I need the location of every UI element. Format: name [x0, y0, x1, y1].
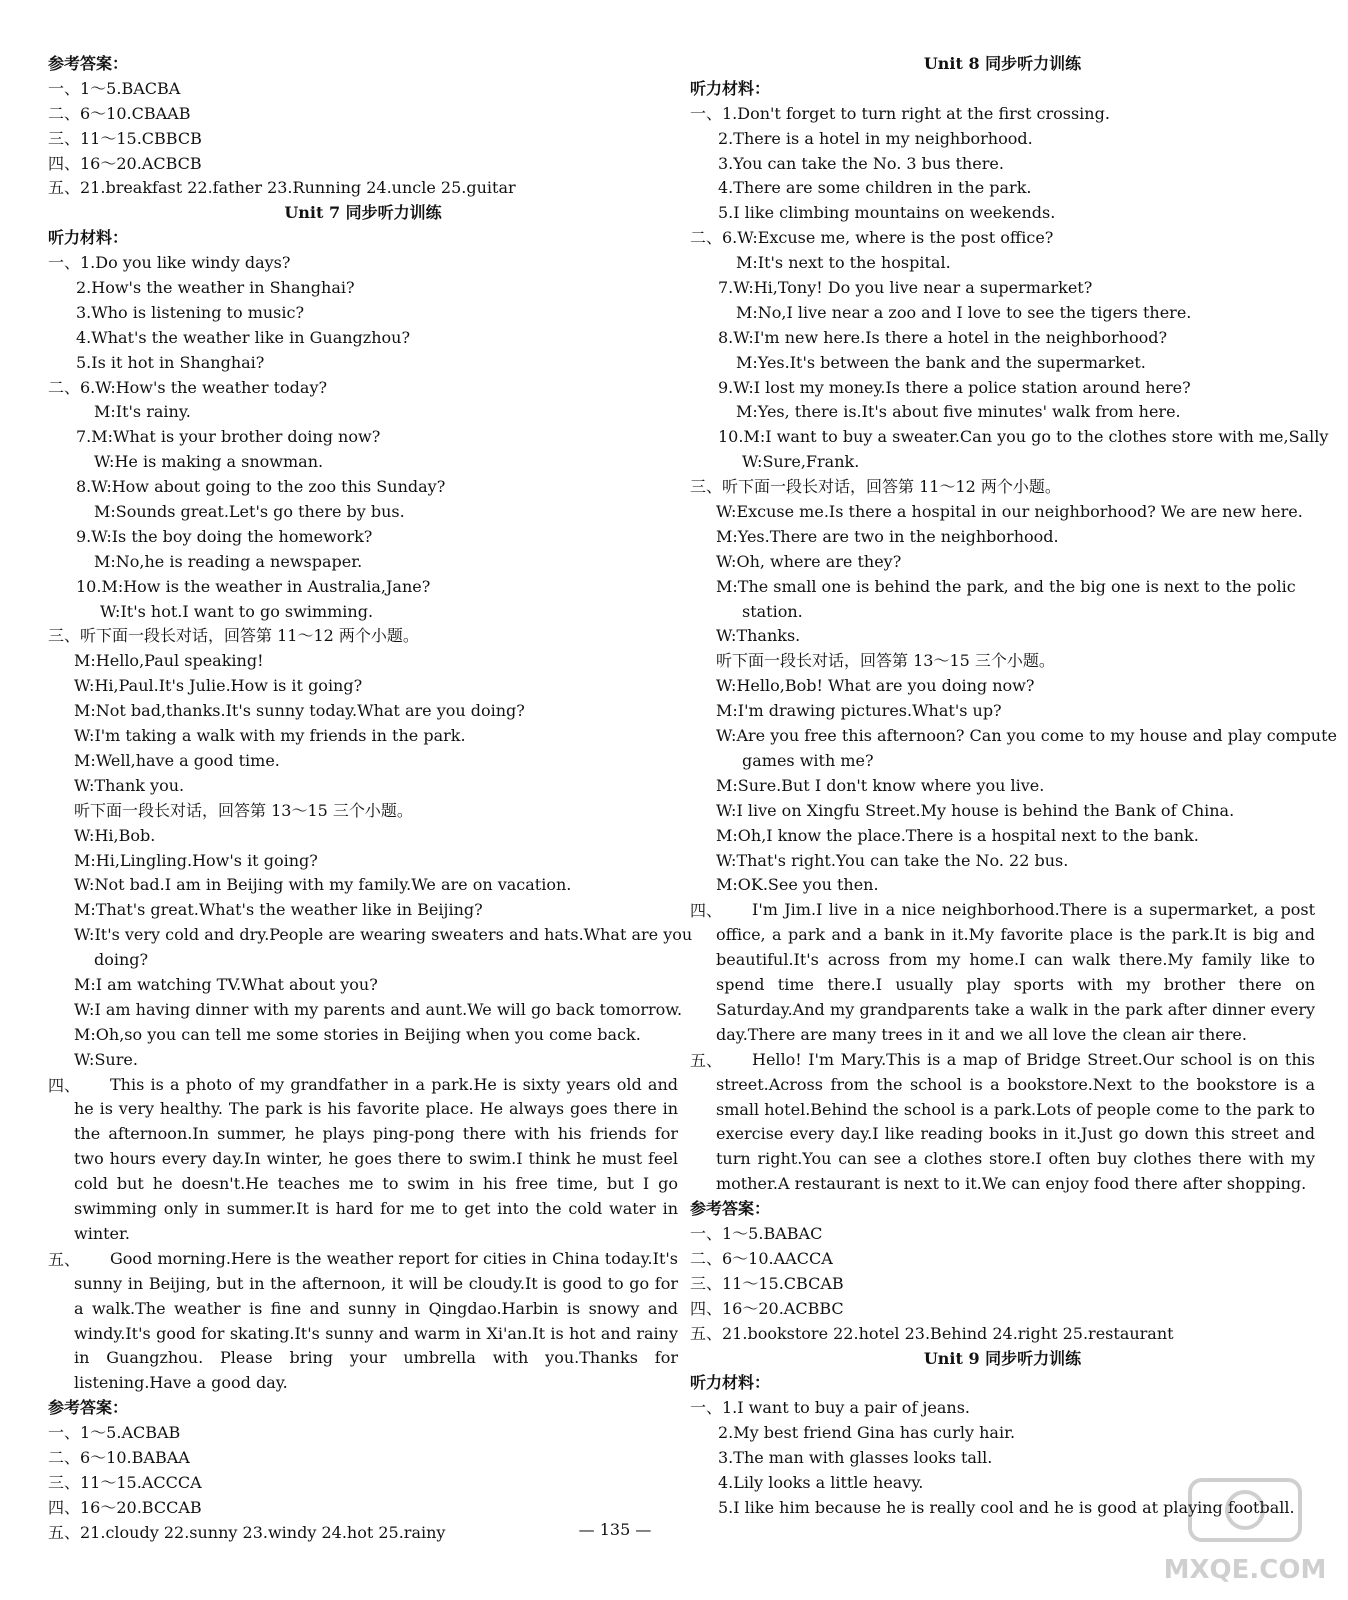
text-line: 3.Who is listening to music? — [76, 302, 305, 322]
answer-line: 五、21.bookstore 22.hotel 23.Behind 24.right 25.restaurant — [690, 1323, 1174, 1343]
answer-line: 一、1～5.ACBAB — [48, 1423, 181, 1443]
text-line: 2.How's the weather in Shanghai? — [76, 278, 355, 298]
text-line: M:It's rainy. — [94, 402, 191, 422]
text-line: M:Yes.It's between the bank and the supermarket. — [736, 352, 1146, 372]
text-line: M:No,I live near a zoo and I love to see the tigers there. — [736, 302, 1192, 322]
answer-line: 五、21.cloudy 22.sunny 23.windy 24.hot 25.rainy — [48, 1522, 446, 1542]
text-line: 三、听下面一段长对话，回答第 11～12 两个小题。 — [48, 626, 419, 646]
text-line: M:Hi,Lingling.How's it going? — [74, 850, 318, 870]
text-line: games with me? — [742, 750, 874, 770]
right-answers — [690, 1222, 1315, 1346]
para-label: 四、 — [690, 901, 723, 921]
text-line: 9.W:Is the boy doing the homework? — [76, 526, 373, 546]
text-line: M:Not bad,thanks.It's sunny today.What are you doing? — [74, 701, 525, 721]
page-number: — 135 — — [578, 1520, 652, 1539]
text-line: 10.M:How is the weather in Australia,Jane? — [76, 576, 431, 596]
text-line: W:It's hot.I want to go swimming. — [100, 601, 374, 621]
para-text: Good morning.Here is the weather report for cities in China today.It's sunny in Beijing, but in the afternoon, it will be cloudy.It is good to go for a walk.The weather is fine and sunny in Qingdao.Harbin is snowy and windy.It's good for skating.It's sunny and warm in Xi'an.It is hot and rainy in Guangzhou. Please bring your umbrella with you.Thanks for listening.Have a good day. — [74, 1248, 678, 1393]
text-line: W:Thanks. — [716, 626, 801, 646]
text-line: W:I live on Xingfu Street.My house is behind the Bank of China. — [716, 800, 1235, 820]
right-paragraph-5 — [690, 1048, 1315, 1197]
text-line: 一、1.Do you like windy days? — [48, 253, 291, 273]
text-line: 3.You can take the No. 3 bus there. — [718, 153, 1004, 173]
text-line: 听力材料： — [690, 1373, 771, 1393]
text-line: M:That's great.What's the weather like in Beijing? — [74, 900, 483, 920]
text-line: M:The small one is behind the park, and the big one is next to the polic — [716, 576, 1296, 596]
text-line: 2.There is a hotel in my neighborhood. — [718, 128, 1033, 148]
text-line: M:Hello,Paul speaking! — [74, 651, 264, 671]
text-line: M:Oh,so you can tell me some stories in Beijing when you come back. — [74, 1024, 641, 1044]
text-line: 5.I like him because he is really cool and he is good at playing football. — [718, 1497, 1295, 1517]
text-line: doing? — [94, 950, 149, 970]
text-line: W:I am having dinner with my parents and aunt.We will go back tomorrow. — [74, 999, 683, 1019]
answer-line: 二、6～10.AACCA — [690, 1248, 833, 1268]
text-line: 一、1.Don't forget to turn right at the first crossing. — [690, 103, 1110, 123]
text-line: M:Well,have a good time. — [74, 750, 280, 770]
text-line: W:Hi,Bob. — [74, 825, 156, 845]
para-text: I'm Jim.I live in a nice neighborhood.There is a supermarket, a post office, a park and a bank in it.My favorite place is the park.It is big and beautiful.It's across from my home.I can walk there.My family like to spend time there.I usually play sports with my brother there on Saturday.And my grandparents take a walk in the park after dinner every day.There are many trees in it and we all love the clean air there. — [716, 900, 1315, 1044]
right-paragraph-4 — [690, 898, 1315, 1047]
watermark-logo — [1150, 1470, 1340, 1590]
text-line: W:Not bad.I am in Beijing with my family.We are on vacation. — [74, 875, 572, 895]
text-line: Unit 7 同步听力训练 — [284, 203, 442, 223]
unit9-title: Unit 9 同步听力训练 — [923, 1348, 1082, 1368]
para-label: 四、 — [48, 1075, 81, 1095]
text-line: 5.Is it hot in Shanghai? — [76, 352, 265, 372]
answers-title: 参考答案： — [690, 1199, 771, 1219]
text-line: M:OK.See you then. — [716, 875, 879, 895]
left-paragraph-4 — [48, 1073, 678, 1247]
text-line: M:I'm drawing pictures.What's up? — [716, 701, 1002, 721]
para-label: 五、 — [690, 1050, 723, 1070]
text-line: 9.W:I lost my money.Is there a police station around here? — [718, 377, 1191, 397]
text-line: M:Sounds great.Let's go there by bus. — [94, 502, 405, 522]
text-line: 二、6.W:Excuse me, where is the post office? — [690, 228, 1054, 248]
text-line: 2.My best friend Gina has curly hair. — [718, 1423, 1016, 1443]
text-line: W:Oh, where are they? — [716, 551, 902, 571]
text-line: 三、11～15.CBBCB — [48, 128, 202, 148]
text-line: M:I am watching TV.What about you? — [74, 974, 378, 994]
text-line: 听下面一段长对话，回答第 13～15 三个小题。 — [74, 800, 413, 820]
answers-title: 参考答案： — [48, 1398, 129, 1418]
answer-line: 四、16～20.ACBBC — [690, 1298, 844, 1318]
text-line: W:He is making a snowman. — [94, 452, 324, 472]
text-line: 7.W:Hi,Tony! Do you live near a supermarket? — [718, 278, 1093, 298]
left-paragraph-5 — [48, 1247, 678, 1396]
right-lines — [690, 52, 1337, 898]
para-label: 五、 — [48, 1249, 81, 1269]
answer-line: 四、16～20.BCCAB — [48, 1497, 202, 1517]
text-line: 五、21.breakfast 22.father 23.Running 24.uncle 25.guitar — [48, 178, 516, 198]
text-line: 参考答案： — [48, 54, 129, 73]
text-line: 4.Lily looks a little heavy. — [718, 1472, 924, 1492]
text-line: M:Yes.There are two in the neighborhood. — [716, 526, 1059, 546]
text-line: W:Are you free this afternoon? Can you come to my house and play compute — [716, 726, 1337, 746]
text-line: Unit 8 同步听力训练 — [923, 54, 1082, 73]
text-line: M:Sure.But I don't know where you live. — [716, 775, 1045, 795]
text-line: 三、听下面一段长对话，回答第 11～12 两个小题。 — [690, 477, 1061, 497]
para-text: This is a photo of my grandfather in a park.He is sixty years old and he is very healthy. The park is his favorite place. He always goes there in the afternoon.In summer, he plays ping-pong there with his friends for two hours every day.In winter, he goes there to swim.I think he must feel cold but he doesn't.He teaches me to swim in his free time, but I go swimming only in summer.It is hard for me to get into the cold water in winter. — [74, 1074, 678, 1243]
text-line: 听下面一段长对话，回答第 13～15 三个小题。 — [716, 651, 1055, 671]
text-line: W:Hi,Paul.It's Julie.How is it going? — [74, 676, 363, 696]
para-text: Hello! I'm Mary.This is a map of Bridge Street.Our school is on this street.Across from the school is a bookstore.Next to the bookstore is a small hotel.Behind the school is a park.Lots of people come to the park to exercise every day.I like reading books in it.Just go down this street and turn right.You can see a clothes store.I often buy clothes there with my mother.A restaurant is next to it.We can enjoy food there after shopping. — [716, 1049, 1315, 1194]
answer-line: 三、11～15.ACCCA — [48, 1472, 202, 1492]
text-line: 一、1～5.BACBA — [48, 78, 181, 98]
text-line: 4.There are some children in the park. — [718, 178, 1032, 198]
text-line: M:No,he is reading a newspaper. — [94, 551, 363, 571]
text-line: 8.W:I'm new here.Is there a hotel in the neighborhood? — [718, 327, 1168, 347]
text-line: 10.M:I want to buy a sweater.Can you go to the clothes store with me,Sally — [718, 427, 1329, 447]
text-line: M:Yes, there is.It's about five minutes' walk from here. — [736, 402, 1181, 422]
text-line: W:Thank you. — [74, 775, 185, 795]
text-line: 7.M:What is your brother doing now? — [76, 427, 381, 447]
answer-line: 一、1～5.BABAC — [690, 1224, 823, 1244]
text-line: W:Sure,Frank. — [742, 452, 860, 472]
left-column — [48, 52, 693, 1546]
answer-line: 三、11～15.CBCAB — [690, 1273, 844, 1293]
text-line: 8.W:How about going to the zoo this Sunday? — [76, 477, 446, 497]
text-line: 二、6～10.CBAAB — [48, 103, 191, 123]
text-line: W:That's right.You can take the No. 22 bus. — [716, 850, 1069, 870]
text-line: M:It's next to the hospital. — [736, 253, 951, 273]
text-line: W:Excuse me.Is there a hospital in our neighborhood? We are new here. — [716, 502, 1303, 522]
text-line: 3.The man with glasses looks tall. — [718, 1448, 993, 1468]
text-line: 一、1.I want to buy a pair of jeans. — [690, 1398, 971, 1418]
text-line: W:Sure. — [74, 1049, 138, 1069]
text-line: W:I'm taking a walk with my friends in the park. — [74, 726, 466, 746]
text-line: station. — [742, 601, 803, 621]
left-lines — [48, 52, 693, 1073]
text-line: 4.What's the weather like in Guangzhou? — [76, 327, 411, 347]
text-line: M:Oh,I know the place.There is a hospital next to the bank. — [716, 825, 1199, 845]
watermark-text: MXQE.COM — [1163, 1555, 1327, 1585]
text-line: W:Hello,Bob! What are you doing now? — [716, 676, 1035, 696]
text-line: 听力材料： — [48, 228, 129, 248]
text-line: W:It's very cold and dry.People are wearing sweaters and hats.What are you — [74, 925, 693, 945]
right-column — [690, 52, 1337, 1521]
text-line: 听力材料： — [690, 78, 771, 98]
text-line: 5.I like climbing mountains on weekends. — [718, 203, 1056, 223]
answer-line: 二、6～10.BABAA — [48, 1448, 190, 1468]
text-line: 二、6.W:How's the weather today? — [48, 377, 328, 397]
text-line: 四、16～20.ACBCB — [48, 153, 202, 173]
